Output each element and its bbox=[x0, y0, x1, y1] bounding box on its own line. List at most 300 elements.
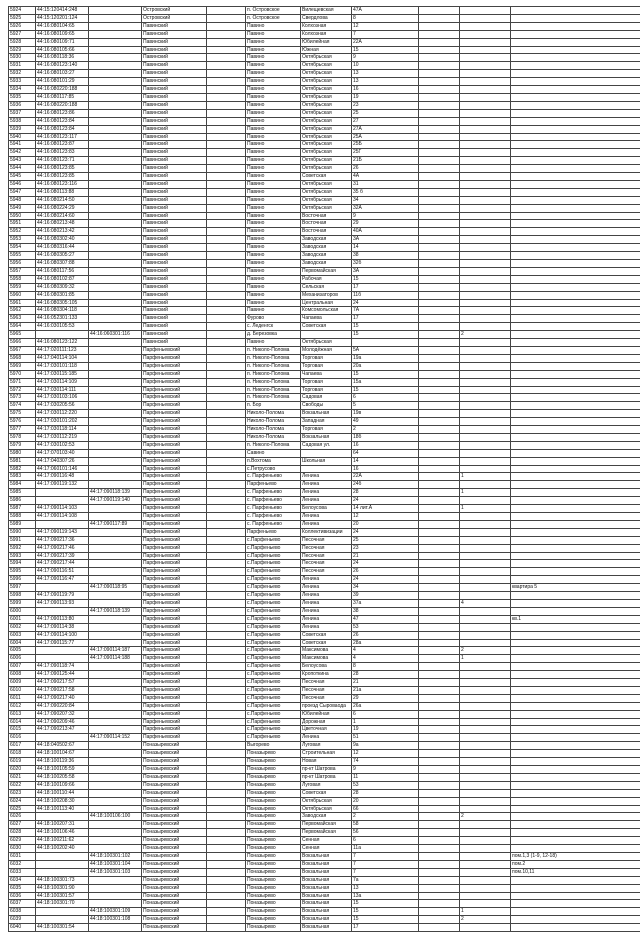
table-cell bbox=[419, 7, 460, 15]
table-row bbox=[9, 821, 640, 829]
table-cell: Парфеньевский bbox=[142, 734, 207, 742]
table-cell: Луговая bbox=[301, 781, 352, 789]
table-cell: 5953 bbox=[9, 236, 36, 244]
table-cell: 44:16:030105:53 bbox=[36, 323, 89, 331]
table-cell bbox=[460, 78, 511, 86]
table-cell bbox=[419, 394, 460, 402]
table-cell bbox=[207, 592, 246, 600]
table-cell: 6036 bbox=[9, 892, 36, 900]
table-cell: 5926 bbox=[9, 22, 36, 30]
table-cell bbox=[511, 900, 640, 908]
table-cell: п. Николо-Полома bbox=[246, 378, 301, 386]
table-cell bbox=[511, 655, 640, 663]
table-cell bbox=[511, 402, 640, 410]
table-cell: 6015 bbox=[9, 726, 36, 734]
table-cell: Парфеньевский bbox=[142, 718, 207, 726]
table-cell: 6006 bbox=[9, 655, 36, 663]
table-cell bbox=[460, 362, 511, 370]
table-cell bbox=[419, 868, 460, 876]
table-cell: 44:18:100208:30 bbox=[36, 797, 89, 805]
table-row bbox=[9, 671, 640, 679]
table-cell bbox=[89, 892, 142, 900]
table-cell: Парфеньевский bbox=[142, 607, 207, 615]
table-cell: Павинский bbox=[142, 180, 207, 188]
table-cell bbox=[419, 86, 460, 94]
table-cell: п. Николо-Полома bbox=[246, 362, 301, 370]
table-cell: с.Парфеньево bbox=[246, 718, 301, 726]
table-cell bbox=[511, 220, 640, 228]
table-cell bbox=[419, 220, 460, 228]
table-cell: 5941 bbox=[9, 141, 36, 149]
table-cell: Поназыревский bbox=[142, 924, 207, 932]
table-cell bbox=[419, 797, 460, 805]
table-cell bbox=[89, 149, 142, 157]
table-cell: Павино bbox=[246, 30, 301, 38]
table-cell: Октябрьская bbox=[301, 78, 352, 86]
table-cell: п. Николо-Полома bbox=[246, 346, 301, 354]
table-cell: 24 bbox=[352, 497, 419, 505]
table-cell bbox=[207, 307, 246, 315]
table-cell: 2 bbox=[460, 813, 511, 821]
table-cell bbox=[511, 212, 640, 220]
table-cell: 44:16:080104:65 bbox=[36, 22, 89, 30]
table-cell: Поназырево bbox=[246, 813, 301, 821]
table-cell: 6007 bbox=[9, 663, 36, 671]
table-row bbox=[9, 497, 640, 505]
table-cell bbox=[419, 299, 460, 307]
table-cell bbox=[207, 758, 246, 766]
table-cell: 32А bbox=[352, 204, 419, 212]
table-cell bbox=[511, 449, 640, 457]
table-cell bbox=[511, 568, 640, 576]
table-cell: 6005 bbox=[9, 647, 36, 655]
table-cell: Парфеньевский bbox=[142, 386, 207, 394]
table-cell bbox=[207, 14, 246, 22]
table-cell: 25 bbox=[352, 109, 419, 117]
table-cell bbox=[511, 283, 640, 291]
table-cell: Вокзальная bbox=[301, 876, 352, 884]
table-row bbox=[9, 781, 640, 789]
table-cell: 44:17:030101:202 bbox=[36, 418, 89, 426]
table-cell: 44:16:080123:84 bbox=[36, 117, 89, 125]
table-row bbox=[9, 876, 640, 884]
table-cell bbox=[460, 742, 511, 750]
table-cell bbox=[419, 46, 460, 54]
table-cell: 3А bbox=[352, 267, 419, 275]
table-cell bbox=[89, 465, 142, 473]
table-cell: Павинский bbox=[142, 220, 207, 228]
table-row bbox=[9, 252, 640, 260]
table-cell: 5973 bbox=[9, 394, 36, 402]
table-row bbox=[9, 908, 640, 916]
table-cell bbox=[419, 149, 460, 157]
table-row bbox=[9, 14, 640, 22]
table-cell: 44:18:100211:62 bbox=[36, 837, 89, 845]
table-cell: 44:18:100301:70 bbox=[36, 900, 89, 908]
table-row bbox=[9, 386, 640, 394]
table-row bbox=[9, 536, 640, 544]
table-cell: 24 bbox=[352, 576, 419, 584]
table-cell: с.Парфеньево bbox=[246, 686, 301, 694]
table-cell bbox=[419, 54, 460, 62]
table-cell bbox=[419, 916, 460, 924]
table-cell: Парфеньевский bbox=[142, 631, 207, 639]
table-cell: 44:15:120414:248 bbox=[36, 7, 89, 15]
table-cell: Павинский bbox=[142, 228, 207, 236]
table-cell bbox=[36, 734, 89, 742]
table-cell bbox=[511, 513, 640, 521]
table-cell bbox=[511, 315, 640, 323]
table-row bbox=[9, 196, 640, 204]
table-cell bbox=[460, 267, 511, 275]
table-cell: 6000 bbox=[9, 607, 36, 615]
table-cell bbox=[460, 402, 511, 410]
table-cell bbox=[207, 821, 246, 829]
table-cell: Поназырево bbox=[246, 860, 301, 868]
table-row bbox=[9, 726, 640, 734]
table-cell: Торговая bbox=[301, 378, 352, 386]
table-cell bbox=[460, 868, 511, 876]
table-cell: Поназыревский bbox=[142, 821, 207, 829]
table-cell bbox=[419, 402, 460, 410]
table-cell: Парфеньевский bbox=[142, 489, 207, 497]
table-cell bbox=[89, 837, 142, 845]
table-cell: Поназырево bbox=[246, 908, 301, 916]
table-cell: д. Березовка bbox=[246, 331, 301, 339]
table-cell bbox=[207, 852, 246, 860]
table-cell bbox=[89, 457, 142, 465]
table-cell bbox=[207, 38, 246, 46]
table-row bbox=[9, 758, 640, 766]
table-cell: 44:17:060101:146 bbox=[36, 465, 89, 473]
table-cell: с.Парфеньево bbox=[246, 536, 301, 544]
table-cell: Поназыревский bbox=[142, 852, 207, 860]
table-cell bbox=[207, 323, 246, 331]
table-cell bbox=[419, 750, 460, 758]
table-cell: Поназырево bbox=[246, 789, 301, 797]
table-cell: 9 bbox=[352, 54, 419, 62]
table-cell bbox=[460, 244, 511, 252]
table-row bbox=[9, 868, 640, 876]
table-cell bbox=[511, 821, 640, 829]
table-cell bbox=[207, 694, 246, 702]
table-cell bbox=[511, 93, 640, 101]
table-row bbox=[9, 180, 640, 188]
table-cell: Поназырево bbox=[246, 805, 301, 813]
table-cell: 44:17:090113:93 bbox=[36, 599, 89, 607]
table-cell: 44:18:100205:58 bbox=[36, 773, 89, 781]
table-cell: Вокзальная bbox=[301, 410, 352, 418]
table-cell: 5989 bbox=[9, 520, 36, 528]
table-cell: Колхозная bbox=[301, 30, 352, 38]
table-cell: 4А bbox=[352, 173, 419, 181]
table-cell: 40А bbox=[352, 228, 419, 236]
table-cell: Ленина bbox=[301, 734, 352, 742]
table-cell: 5932 bbox=[9, 70, 36, 78]
table-cell: Павино bbox=[246, 228, 301, 236]
table-cell: Николо-Полома bbox=[246, 433, 301, 441]
table-cell bbox=[207, 584, 246, 592]
table-cell bbox=[419, 457, 460, 465]
table-cell: 44:16:080118:36 bbox=[36, 54, 89, 62]
table-cell bbox=[460, 481, 511, 489]
table-cell: 13 bbox=[352, 78, 419, 86]
table-cell bbox=[89, 188, 142, 196]
table-cell bbox=[511, 418, 640, 426]
table-cell: 28 bbox=[352, 489, 419, 497]
table-cell bbox=[460, 283, 511, 291]
table-cell bbox=[89, 726, 142, 734]
table-cell: 20а bbox=[352, 362, 419, 370]
table-cell bbox=[89, 781, 142, 789]
table-cell: 21 bbox=[352, 679, 419, 687]
table-cell: 44:17:070103:40 bbox=[36, 449, 89, 457]
table-cell bbox=[419, 38, 460, 46]
table-cell: 7 bbox=[352, 860, 419, 868]
table-cell bbox=[207, 402, 246, 410]
table-cell: 5967 bbox=[9, 346, 36, 354]
table-cell: Октябрьская bbox=[301, 204, 352, 212]
table-cell bbox=[89, 544, 142, 552]
table-cell: 5977 bbox=[9, 426, 36, 434]
table-cell bbox=[511, 742, 640, 750]
table-cell: 44:16:080109:71 bbox=[36, 38, 89, 46]
table-cell: Павинский bbox=[142, 46, 207, 54]
table-cell bbox=[207, 615, 246, 623]
table-cell bbox=[460, 173, 511, 181]
table-cell: 14 bbox=[352, 244, 419, 252]
table-cell: Песочная bbox=[301, 552, 352, 560]
table-cell bbox=[419, 773, 460, 781]
table-cell: Поназыревский bbox=[142, 829, 207, 837]
property-register-table bbox=[8, 6, 640, 932]
table-cell bbox=[511, 528, 640, 536]
table-cell bbox=[89, 14, 142, 22]
table-cell: Павино bbox=[246, 173, 301, 181]
table-row bbox=[9, 607, 640, 615]
table-cell bbox=[207, 149, 246, 157]
table-cell: 5992 bbox=[9, 544, 36, 552]
table-cell bbox=[460, 892, 511, 900]
table-cell bbox=[460, 805, 511, 813]
table-row bbox=[9, 275, 640, 283]
table-cell: Октябрьская bbox=[301, 133, 352, 141]
table-cell bbox=[207, 679, 246, 687]
table-cell bbox=[511, 647, 640, 655]
table-cell: Парфеньевский bbox=[142, 599, 207, 607]
table-cell bbox=[511, 639, 640, 647]
table-cell bbox=[89, 117, 142, 125]
table-cell bbox=[89, 244, 142, 252]
table-cell bbox=[511, 750, 640, 758]
table-cell bbox=[207, 54, 246, 62]
table-cell: 6026 bbox=[9, 813, 36, 821]
table-cell: п. Островское bbox=[246, 7, 301, 15]
table-cell bbox=[89, 62, 142, 70]
table-cell: Торговая bbox=[301, 386, 352, 394]
table-cell: Павинский bbox=[142, 101, 207, 109]
table-cell bbox=[89, 133, 142, 141]
table-cell bbox=[511, 157, 640, 165]
table-cell: 19в bbox=[352, 410, 419, 418]
table-cell bbox=[89, 260, 142, 268]
table-cell bbox=[460, 789, 511, 797]
table-cell: 44:17:090209:46 bbox=[36, 718, 89, 726]
table-cell bbox=[419, 639, 460, 647]
table-cell bbox=[511, 149, 640, 157]
table-cell: Парфеньевский bbox=[142, 370, 207, 378]
table-cell: 38 bbox=[352, 252, 419, 260]
table-cell: 44:18:100119:36 bbox=[36, 758, 89, 766]
table-cell: Свободы bbox=[301, 402, 352, 410]
table-cell bbox=[511, 481, 640, 489]
table-cell: Павино bbox=[246, 22, 301, 30]
table-cell bbox=[460, 497, 511, 505]
table-cell bbox=[419, 70, 460, 78]
table-cell: 24 bbox=[352, 560, 419, 568]
table-row bbox=[9, 852, 640, 860]
table-cell: Песочная bbox=[301, 544, 352, 552]
table-cell bbox=[36, 520, 89, 528]
table-cell bbox=[460, 694, 511, 702]
table-cell: 9 bbox=[352, 212, 419, 220]
table-cell bbox=[511, 188, 640, 196]
table-row bbox=[9, 892, 640, 900]
table-cell bbox=[460, 141, 511, 149]
table-cell bbox=[207, 481, 246, 489]
table-cell: Павинский bbox=[142, 188, 207, 196]
table-cell: Павино bbox=[246, 54, 301, 62]
table-cell bbox=[207, 607, 246, 615]
document-page bbox=[8, 6, 630, 932]
table-row bbox=[9, 101, 640, 109]
table-cell bbox=[207, 204, 246, 212]
table-cell bbox=[207, 386, 246, 394]
table-cell bbox=[460, 220, 511, 228]
table-cell bbox=[89, 845, 142, 853]
table-cell bbox=[207, 884, 246, 892]
table-cell bbox=[419, 323, 460, 331]
table-cell bbox=[419, 884, 460, 892]
table-cell bbox=[89, 513, 142, 521]
table-cell: 5990 bbox=[9, 528, 36, 536]
table-cell: 1 bbox=[460, 505, 511, 513]
table-cell: 5947 bbox=[9, 188, 36, 196]
table-cell: Ленина bbox=[301, 623, 352, 631]
table-cell bbox=[419, 157, 460, 165]
table-cell bbox=[89, 433, 142, 441]
table-cell bbox=[511, 62, 640, 70]
table-cell bbox=[89, 283, 142, 291]
table-cell: с. Парфеньево bbox=[246, 497, 301, 505]
table-cell bbox=[419, 702, 460, 710]
table-cell bbox=[511, 260, 640, 268]
table-cell: Парфеньевский bbox=[142, 402, 207, 410]
table-cell bbox=[419, 93, 460, 101]
table-cell: 34 bbox=[352, 584, 419, 592]
table-cell: Парфеньевский bbox=[142, 378, 207, 386]
table-cell: 6017 bbox=[9, 742, 36, 750]
table-cell bbox=[207, 773, 246, 781]
table-cell: 44:16:080213:48 bbox=[36, 220, 89, 228]
table-cell: Павино bbox=[246, 157, 301, 165]
table-cell bbox=[460, 560, 511, 568]
table-cell: 44:18:100207:31 bbox=[36, 821, 89, 829]
table-cell: с.Парфеньево bbox=[246, 679, 301, 687]
table-cell bbox=[460, 726, 511, 734]
table-cell: Поназырево bbox=[246, 884, 301, 892]
table-cell: с.Парфеньево bbox=[246, 655, 301, 663]
table-cell bbox=[511, 362, 640, 370]
table-cell bbox=[460, 180, 511, 188]
table-cell: 5928 bbox=[9, 38, 36, 46]
table-cell bbox=[460, 394, 511, 402]
table-cell: 5982 bbox=[9, 465, 36, 473]
table-row bbox=[9, 173, 640, 181]
table-cell bbox=[419, 117, 460, 125]
table-cell: с.Парфеньево bbox=[246, 694, 301, 702]
table-cell: пр-кт Шатрова bbox=[301, 766, 352, 774]
table-cell: 28а bbox=[352, 639, 419, 647]
table-row bbox=[9, 860, 640, 868]
table-cell: 44:18:100301:90 bbox=[36, 884, 89, 892]
table-cell: 5952 bbox=[9, 228, 36, 236]
table-cell: 44:16:080123:140 bbox=[36, 62, 89, 70]
table-cell: Советская bbox=[301, 323, 352, 331]
table-row bbox=[9, 845, 640, 853]
table-row bbox=[9, 694, 640, 702]
table-cell: Павинский bbox=[142, 339, 207, 347]
table-cell: с. Парфеньево bbox=[246, 473, 301, 481]
table-cell: 44:17:090118:139 bbox=[89, 607, 142, 615]
table-cell: 20 bbox=[352, 797, 419, 805]
table-cell: 5976 bbox=[9, 418, 36, 426]
table-cell bbox=[419, 252, 460, 260]
table-cell: 6013 bbox=[9, 710, 36, 718]
table-cell bbox=[207, 829, 246, 837]
table-cell: 19 bbox=[352, 93, 419, 101]
table-cell bbox=[207, 252, 246, 260]
table-cell bbox=[207, 528, 246, 536]
table-row bbox=[9, 584, 640, 592]
table-cell: 5933 bbox=[9, 78, 36, 86]
table-cell bbox=[419, 465, 460, 473]
table-cell: 5986 bbox=[9, 497, 36, 505]
table-cell: Механизаторов bbox=[301, 291, 352, 299]
table-cell: Юбилейная bbox=[301, 38, 352, 46]
table-cell: Южная bbox=[301, 46, 352, 54]
table-cell bbox=[511, 346, 640, 354]
table-row bbox=[9, 426, 640, 434]
table-cell bbox=[36, 489, 89, 497]
table-row bbox=[9, 30, 640, 38]
table-cell: Островский bbox=[142, 7, 207, 15]
table-cell: 5972 bbox=[9, 386, 36, 394]
table-cell: 27 bbox=[352, 117, 419, 125]
table-cell: Павино bbox=[246, 339, 301, 347]
table-cell: с.Парфеньево bbox=[246, 734, 301, 742]
table-cell: Павино bbox=[246, 38, 301, 46]
table-cell: 44:16:080123:85 bbox=[36, 173, 89, 181]
table-row bbox=[9, 615, 640, 623]
table-cell bbox=[419, 180, 460, 188]
table-cell: Юбилейная bbox=[301, 710, 352, 718]
table-cell: Парфеньевский bbox=[142, 520, 207, 528]
table-cell bbox=[460, 449, 511, 457]
table-cell: Максимова bbox=[301, 647, 352, 655]
table-cell: Парфеньевский bbox=[142, 726, 207, 734]
table-cell: 5997 bbox=[9, 584, 36, 592]
